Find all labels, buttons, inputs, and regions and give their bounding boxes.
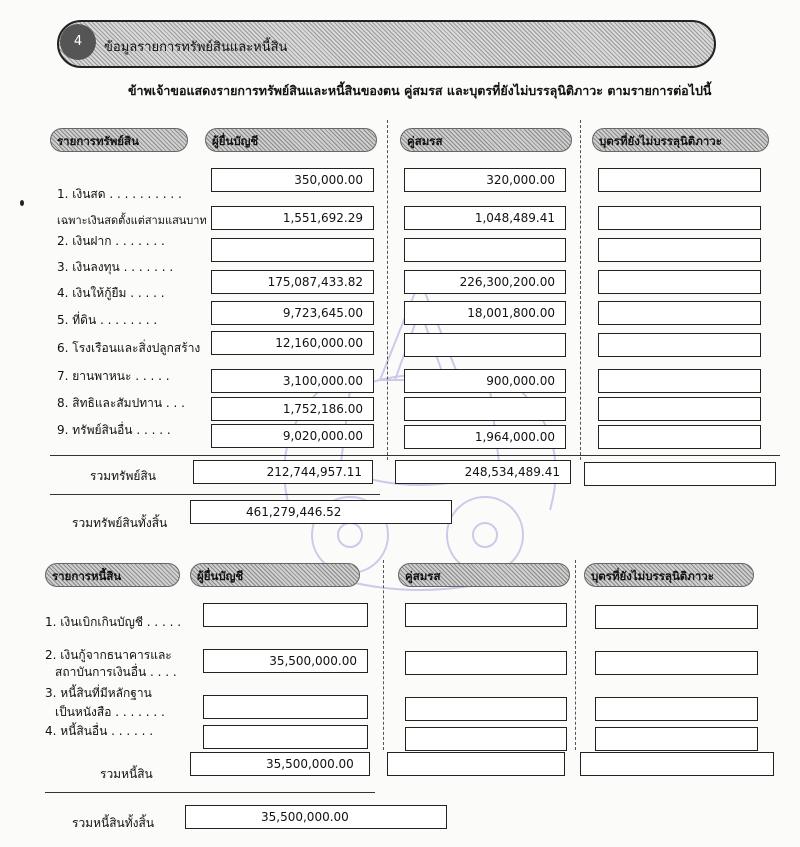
declarant-loan: 175,087,433.82 bbox=[211, 270, 374, 294]
liab-spouse-overdraft bbox=[405, 603, 567, 627]
asset-label-vehicle: 7. ยานพาหนะ . . . . . bbox=[57, 369, 170, 383]
liab-total-label: รวมหนี้สิน bbox=[100, 767, 153, 781]
child-vehicle bbox=[598, 369, 761, 393]
assets-header-item: รายการทรัพย์สิน bbox=[50, 128, 188, 152]
section-number: 4 bbox=[60, 24, 96, 60]
asset-label-loan: 4. เงินให้กู้ยืม . . . . . bbox=[57, 286, 165, 300]
spouse-deposit bbox=[404, 238, 566, 262]
liab-spouse-documented bbox=[405, 697, 567, 721]
liab-label-documented-a: 3. หนี้สินที่มีหลักฐาน bbox=[45, 686, 152, 700]
liab-label-bankloan-b: สถาบันการเงินอื่น . . . . bbox=[55, 665, 177, 679]
liab-spouse-bankloan bbox=[405, 651, 567, 675]
divider bbox=[45, 792, 375, 793]
liab-child-overdraft bbox=[595, 605, 758, 629]
declarant-building: 12,160,000.00 bbox=[211, 331, 374, 355]
assets-grand-total: 461,279,446.52 bbox=[190, 500, 452, 524]
declarant-other: 9,020,000.00 bbox=[211, 424, 374, 448]
liab-total-declarant: 35,500,000.00 bbox=[190, 752, 370, 776]
asset-label-building: 6. โรงเรือนและสิ่งปลูกสร้าง bbox=[57, 341, 201, 355]
ink-mark bbox=[20, 200, 24, 206]
declarant-cash-note: 1,551,692.29 bbox=[211, 206, 374, 230]
assets-total-child bbox=[584, 462, 776, 486]
declarant-rights: 1,752,186.00 bbox=[211, 397, 374, 421]
assets-total-spouse: 248,534,489.41 bbox=[395, 460, 571, 484]
asset-label-deposit: 2. เงินฝาก . . . . . . . bbox=[57, 234, 165, 248]
liab-label-other: 4. หนี้สินอื่น . . . . . . bbox=[45, 724, 154, 738]
spouse-building bbox=[404, 333, 566, 357]
liab-header-spouse: คู่สมรส bbox=[398, 563, 570, 587]
liab-total-child bbox=[580, 752, 774, 776]
liab-label-bankloan-a: 2. เงินกู้จากธนาคารและ bbox=[45, 648, 172, 662]
child-other bbox=[598, 425, 761, 449]
liab-total-spouse bbox=[387, 752, 565, 776]
liab-grand-total: 35,500,000.00 bbox=[185, 805, 447, 829]
declarant-vehicle: 3,100,000.00 bbox=[211, 369, 374, 393]
liab-child-other bbox=[595, 727, 758, 751]
section-title: ข้อมูลรายการทรัพย์สินและหนี้สิน bbox=[104, 40, 288, 55]
child-loan bbox=[598, 270, 761, 294]
liab-declarant-other bbox=[203, 725, 368, 749]
liab-header-declarant: ผู้ยื่นบัญชี bbox=[190, 563, 360, 587]
liab-declarant-documented bbox=[203, 695, 368, 719]
spouse-land: 18,001,800.00 bbox=[404, 301, 566, 325]
child-building bbox=[598, 333, 761, 357]
assets-total-label: รวมทรัพย์สิน bbox=[90, 469, 156, 483]
spouse-rights bbox=[404, 397, 566, 421]
child-deposit bbox=[598, 238, 761, 262]
asset-label-cash-note: เฉพาะเงินสดตั้งแต่สามแสนบาท bbox=[57, 214, 207, 227]
spouse-other: 1,964,000.00 bbox=[404, 425, 566, 449]
column-divider bbox=[387, 120, 388, 460]
spouse-cash-note: 1,048,489.41 bbox=[404, 206, 566, 230]
divider bbox=[50, 455, 780, 456]
asset-label-land: 5. ที่ดิน . . . . . . . . bbox=[57, 313, 158, 327]
liab-declarant-overdraft bbox=[203, 603, 368, 627]
asset-label-other: 9. ทรัพย์สินอื่น . . . . . bbox=[57, 423, 171, 437]
declarant-cash: 350,000.00 bbox=[211, 168, 374, 192]
spouse-cash: 320,000.00 bbox=[404, 168, 566, 192]
column-divider bbox=[575, 560, 576, 750]
divider bbox=[50, 494, 380, 495]
declarant-land: 9,723,645.00 bbox=[211, 301, 374, 325]
child-land bbox=[598, 301, 761, 325]
assets-header-child: บุตรที่ยังไม่บรรลุนิติภาวะ bbox=[592, 128, 769, 152]
spouse-loan: 226,300,200.00 bbox=[404, 270, 566, 294]
assets-total-declarant: 212,744,957.11 bbox=[193, 460, 373, 484]
assets-grand-label: รวมทรัพย์สินทั้งสิ้น bbox=[72, 516, 168, 530]
assets-header-declarant: ผู้ยื่นบัญชี bbox=[205, 128, 377, 152]
liab-label-documented-b: เป็นหนังสือ . . . . . . . bbox=[55, 705, 165, 719]
liab-header-item: รายการหนี้สิน bbox=[45, 563, 180, 587]
column-divider bbox=[383, 560, 384, 750]
child-rights bbox=[598, 397, 761, 421]
liab-child-documented bbox=[595, 697, 758, 721]
intro-text: ข้าพเจ้าขอแสดงรายการทรัพย์สินและหนี้สินของตน คู่สมรส และบุตรที่ยังไม่บรรลุนิติภาวะ ตามรายการต่อไปนี้ bbox=[128, 83, 712, 98]
asset-label-cash: 1. เงินสด . . . . . . . . . . bbox=[57, 187, 182, 201]
liab-spouse-other bbox=[405, 727, 567, 751]
liab-label-overdraft: 1. เงินเบิกเกินบัญชี . . . . . bbox=[45, 615, 182, 629]
assets-header-spouse: คู่สมรส bbox=[400, 128, 572, 152]
child-cash bbox=[598, 168, 761, 192]
child-cash-note bbox=[598, 206, 761, 230]
declarant-deposit bbox=[211, 238, 374, 262]
asset-label-investment: 3. เงินลงทุน . . . . . . . bbox=[57, 260, 174, 274]
liab-grand-label: รวมหนี้สินทั้งสิ้น bbox=[72, 816, 155, 830]
column-divider bbox=[580, 120, 581, 460]
liab-child-bankloan bbox=[595, 651, 758, 675]
liab-declarant-bankloan: 35,500,000.00 bbox=[203, 649, 368, 673]
liab-header-child: บุตรที่ยังไม่บรรลุนิติภาวะ bbox=[584, 563, 754, 587]
spouse-vehicle: 900,000.00 bbox=[404, 369, 566, 393]
asset-label-rights: 8. สิทธิและสัมปทาน . . . bbox=[57, 396, 185, 410]
